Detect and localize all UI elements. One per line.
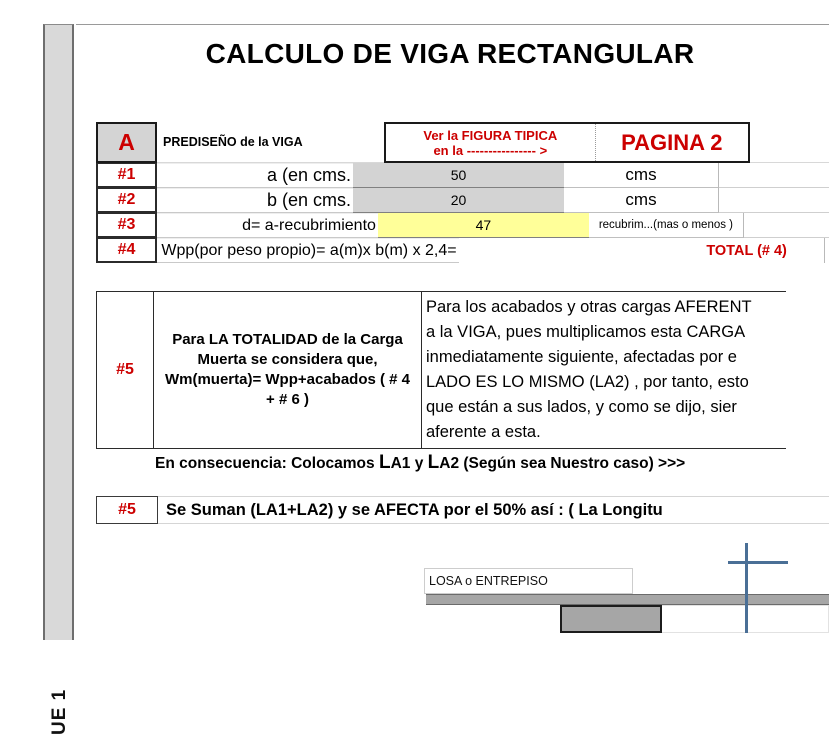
paragraph-line: aferente a esta. — [426, 423, 541, 441]
top-divider-rule — [76, 24, 829, 25]
row-unit-4: TOTAL (# 4) — [670, 238, 825, 263]
figure-reference-line1: Ver la FIGURA TIPICA — [423, 127, 558, 143]
row-description-1: a (en cms. — [157, 163, 353, 188]
row-value-4[interactable] — [459, 238, 670, 263]
row-tag-1: #1 — [96, 163, 157, 188]
row-tail-1 — [719, 163, 829, 188]
la2-subscript: A2 — [439, 455, 460, 472]
row-tag-2: #2 — [96, 188, 157, 213]
table-row — [96, 188, 829, 213]
page-reference-label: PAGINA 2 — [621, 129, 723, 155]
crosshair-vertical-icon — [745, 543, 748, 633]
figure-reference-line2: en la ---------------- > — [433, 142, 548, 158]
figure-reference-text — [386, 124, 596, 161]
sum-rule-text: Se Suman (LA1+LA2) y se AFECTA por el 50% así : ( La Longitu — [158, 496, 829, 524]
row-value-1[interactable]: 50 — [353, 163, 564, 188]
sheet-tab-gutter[interactable] — [43, 24, 74, 735]
spec-header-tail — [750, 122, 829, 163]
slab-bar-shape — [426, 594, 829, 605]
paragraph-line: Para los acabados y otras cargas AFERENT — [426, 298, 752, 316]
table-row — [96, 238, 829, 263]
spec-header-description: PREDISEÑO de la VIGA — [157, 122, 384, 163]
la1-subscript: A1 — [390, 455, 411, 472]
spec-table-header-row — [96, 122, 829, 163]
slab-label-box — [424, 568, 633, 594]
row-unit-2: cms — [564, 188, 719, 213]
consequence-joiner: y — [410, 455, 428, 472]
beam-section-diagram — [400, 535, 829, 640]
row-tag-4: #4 — [96, 238, 157, 263]
row-value-3[interactable]: 47 — [378, 213, 589, 238]
row-unit-3: recubrim...(mas o menos ) — [589, 213, 744, 238]
consequence-line — [155, 452, 815, 474]
la2-letter: L — [427, 452, 440, 473]
sum-rule-row — [96, 496, 829, 524]
sheet-tab-label: UE 1 — [49, 688, 70, 735]
sum-rule-tag: #5 — [96, 496, 158, 524]
row-tag-3: #3 — [96, 213, 157, 238]
la1-letter: L — [378, 452, 391, 473]
row-tail-3 — [744, 213, 829, 238]
consequence-suffix: (Según sea Nuestro caso) >>> — [459, 455, 686, 472]
figure-reference-banner[interactable] — [384, 122, 750, 163]
paragraph-line: a la VIGA, pues multiplicamos esta CARGA — [426, 323, 746, 341]
row-unit-1: cms — [564, 163, 719, 188]
paragraph-line: LADO ES LO MISMO (LA2) , por tanto, esto — [426, 373, 749, 391]
table-row — [96, 163, 829, 188]
consequence-prefix: En consecuencia: Colocamos — [155, 455, 379, 472]
paragraph-line: inmediatamente siguiente, afectadas por e — [426, 348, 737, 366]
spec-header-tag: A — [96, 122, 157, 163]
row-description-3: d= a-recubrimiento — [157, 213, 378, 238]
page-title: CALCULO DE VIGA RECTANGULAR — [205, 38, 695, 69]
row-tail-4 — [825, 238, 829, 263]
row-description-2: b (en cms. — [157, 188, 353, 213]
table-row — [96, 213, 829, 238]
block5-tag: #5 — [96, 291, 154, 449]
dead-load-block — [96, 291, 786, 449]
diagram-lower-frame — [634, 605, 829, 633]
block5-summary-text: Para LA TOTALIDAD de la Carga Muerta se considera que, Wm(muerta)= Wpp+acabados ( # 4 + # 6 ) — [154, 291, 422, 449]
row-description-4: Wpp(por peso propio)= a(m)x b(m) x 2,4= — [157, 238, 459, 263]
crosshair-horizontal-icon — [728, 561, 788, 564]
row-value-2[interactable]: 20 — [353, 188, 564, 213]
slab-label: LOSA o ENTREPISO — [429, 574, 548, 588]
block5-paragraph — [422, 291, 786, 449]
paragraph-line: que están a sus lados, y como se dijo, sier — [426, 398, 737, 416]
spec-table — [96, 122, 829, 263]
beam-rectangle-shape — [560, 605, 662, 633]
row-tail-2 — [719, 188, 829, 213]
